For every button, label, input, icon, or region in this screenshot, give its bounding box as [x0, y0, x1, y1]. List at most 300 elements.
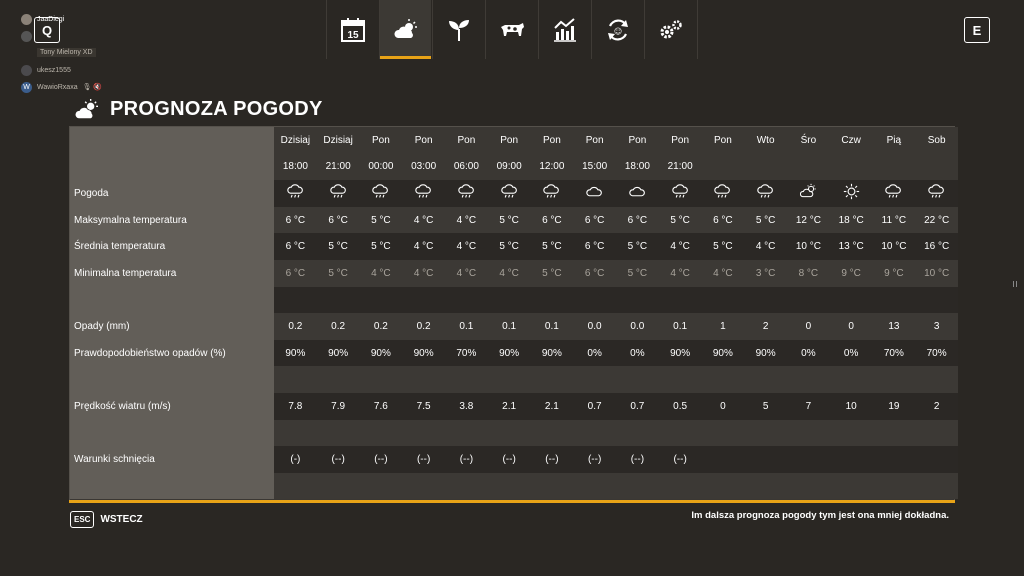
forecast-value-cell	[915, 446, 958, 473]
empty-cell	[787, 473, 830, 500]
forecast-value-cell: 90%	[402, 340, 445, 367]
forecast-value-cell: 5 °C	[616, 233, 659, 260]
empty-cell	[573, 420, 616, 447]
empty-cell	[659, 420, 702, 447]
forecast-value-cell: 7.9	[317, 393, 360, 420]
hour-header: 15:00	[573, 154, 616, 181]
empty-cell	[488, 420, 531, 447]
forecast-value-cell: 6 °C	[274, 233, 317, 260]
empty-cell	[659, 473, 702, 500]
esc-key-hint: ESC	[70, 511, 94, 528]
forecast-value-cell: 90%	[488, 340, 531, 367]
rain-icon	[445, 180, 488, 207]
player-name: WawioRxaxa	[37, 83, 78, 91]
day-header: Czw	[830, 127, 873, 154]
forecast-value-cell: 16 °C	[915, 233, 958, 260]
tab-weather[interactable]	[379, 0, 431, 59]
rain-icon	[274, 180, 317, 207]
rain-icon	[659, 180, 702, 207]
min-temp-row	[70, 260, 958, 287]
forecast-value-cell: 4 °C	[702, 260, 745, 287]
rain-icon	[744, 180, 787, 207]
forecast-value-cell: 90%	[274, 340, 317, 367]
empty-cell	[317, 366, 360, 393]
forecast-value-cell: 2.1	[488, 393, 531, 420]
forecast-value-cell: 5 °C	[317, 260, 360, 287]
forecast-value-cell: 7.8	[274, 393, 317, 420]
forecast-value-cell: 12 °C	[787, 207, 830, 234]
forecast-value-cell: 4 °C	[402, 207, 445, 234]
forecast-value-cell: (--)	[317, 446, 360, 473]
forecast-value-cell: 0.1	[531, 313, 574, 340]
forecast-value-cell: 90%	[744, 340, 787, 367]
day-header: Pon	[616, 127, 659, 154]
rain-icon	[757, 183, 774, 200]
player-entry	[21, 29, 37, 43]
empty-cell	[274, 287, 317, 314]
forecast-value-cell: 0.7	[616, 393, 659, 420]
empty-cell	[744, 473, 787, 500]
forecast-value-cell: 0.2	[402, 313, 445, 340]
empty-cell	[744, 420, 787, 447]
empty-cell	[830, 366, 873, 393]
day-header: Pon	[445, 127, 488, 154]
empty-cell	[830, 420, 873, 447]
empty-cell	[873, 366, 916, 393]
empty-cell	[445, 366, 488, 393]
forecast-value-cell: 5 °C	[531, 260, 574, 287]
rain-icon	[415, 183, 432, 200]
panel-accent-line	[69, 500, 955, 503]
forecast-value-cell: 5 °C	[744, 207, 787, 234]
empty-cell	[445, 473, 488, 500]
forecast-value-cell: 10 °C	[787, 233, 830, 260]
empty-cell	[616, 420, 659, 447]
hour-header: 12:00	[531, 154, 574, 181]
empty-cell	[402, 366, 445, 393]
sun-icon	[843, 183, 860, 200]
forecast-value-cell: 0%	[573, 340, 616, 367]
cloud-icon	[586, 183, 603, 200]
forecast-value-cell: 90%	[531, 340, 574, 367]
empty-cell	[317, 287, 360, 314]
forecast-value-cell: 6 °C	[573, 233, 616, 260]
forecast-value-cell: 90%	[317, 340, 360, 367]
player-entry	[21, 80, 102, 94]
forecast-table	[70, 127, 958, 499]
player-name: Tony Mielony XD	[37, 48, 96, 57]
forecast-value-cell: 6 °C	[702, 207, 745, 234]
sun-icon	[830, 180, 873, 207]
cloud-icon	[629, 183, 646, 200]
forecast-value-cell: 90%	[360, 340, 403, 367]
hour-header	[787, 154, 830, 181]
forecast-value-cell: 5 °C	[360, 207, 403, 234]
forecast-value-cell: 0.1	[659, 313, 702, 340]
weather-icon	[392, 16, 420, 44]
day-header: Pon	[573, 127, 616, 154]
forecast-value-cell: 6 °C	[616, 207, 659, 234]
forecast-value-cell: 10 °C	[873, 233, 916, 260]
prices-chart-icon	[551, 16, 579, 44]
empty-cell	[531, 420, 574, 447]
hour-header: 21:00	[317, 154, 360, 181]
empty-cell	[531, 287, 574, 314]
row-label	[70, 287, 274, 314]
forecast-value-cell: 4 °C	[402, 233, 445, 260]
hour-header	[830, 154, 873, 181]
rain-icon	[531, 180, 574, 207]
spacer-row	[70, 287, 958, 314]
row-label	[70, 154, 274, 181]
forecast-value-cell: 0.2	[360, 313, 403, 340]
forecast-value-cell: 0.0	[616, 313, 659, 340]
hour-header	[915, 154, 958, 181]
forecast-value-cell: 6 °C	[274, 260, 317, 287]
empty-cell	[402, 287, 445, 314]
forecast-value-cell: 70%	[915, 340, 958, 367]
rain-icon	[458, 183, 475, 200]
settings-gears-icon	[657, 16, 685, 44]
cloud-icon	[616, 180, 659, 207]
rain-icon	[330, 183, 347, 200]
player-name: ukesz1555	[37, 66, 71, 74]
forecast-value-cell: 0.1	[445, 313, 488, 340]
forecast-value-cell: 18 °C	[830, 207, 873, 234]
empty-cell	[445, 420, 488, 447]
empty-cell	[787, 366, 830, 393]
rain-icon	[714, 183, 731, 200]
empty-cell	[744, 366, 787, 393]
sprout-icon	[445, 16, 473, 44]
player-avatar	[21, 14, 32, 25]
hour-header: 18:00	[616, 154, 659, 181]
day-header: Dzisiaj	[317, 127, 360, 154]
forecast-value-cell: 11 °C	[873, 207, 916, 234]
player-voice-status: 🎙 🔇	[82, 84, 103, 91]
hour-header	[744, 154, 787, 181]
forecast-value-cell: 3	[915, 313, 958, 340]
rain-icon	[543, 183, 560, 200]
forecast-value-cell: 22 °C	[915, 207, 958, 234]
player-entry	[21, 12, 64, 26]
forecast-value-cell: 4 °C	[445, 207, 488, 234]
next-tab-key-e[interactable]: E	[964, 17, 990, 43]
forecast-value-cell: 5 °C	[360, 233, 403, 260]
forecast-value-cell	[702, 446, 745, 473]
row-label: Opady (mm)	[70, 313, 274, 340]
forecast-value-cell: 0	[787, 313, 830, 340]
day-header: Sob	[915, 127, 958, 154]
empty-cell	[573, 473, 616, 500]
rain-icon	[372, 183, 389, 200]
forecast-value-cell: 7	[787, 393, 830, 420]
empty-cell	[873, 420, 916, 447]
rain-icon	[287, 183, 304, 200]
empty-cell	[830, 473, 873, 500]
empty-cell	[360, 473, 403, 500]
row-label	[70, 127, 274, 154]
page-header	[74, 98, 323, 121]
forecast-value-cell: 0%	[830, 340, 873, 367]
forecast-value-cell: 6 °C	[317, 207, 360, 234]
rain-icon	[501, 183, 518, 200]
day-header: Dzisiaj	[274, 127, 317, 154]
forecast-value-cell: 70%	[873, 340, 916, 367]
forecast-value-cell: 0	[702, 393, 745, 420]
forecast-value-cell	[787, 446, 830, 473]
empty-cell	[702, 420, 745, 447]
tab-settings[interactable]	[644, 0, 698, 59]
rain-icon	[488, 180, 531, 207]
max-temp-row	[70, 207, 958, 234]
row-label	[70, 366, 274, 393]
forecast-value-cell: 9 °C	[873, 260, 916, 287]
rain-icon	[402, 180, 445, 207]
forecast-value-cell: 19	[873, 393, 916, 420]
forecast-value-cell: 4 °C	[360, 260, 403, 287]
day-header: Wto	[744, 127, 787, 154]
rain-icon	[702, 180, 745, 207]
weather-row	[70, 180, 958, 207]
empty-cell	[445, 287, 488, 314]
rain-icon	[915, 180, 958, 207]
empty-cell	[702, 287, 745, 314]
empty-cell	[702, 366, 745, 393]
forecast-value-cell: 3 °C	[744, 260, 787, 287]
prev-tab-key-q[interactable]: Q	[34, 17, 60, 43]
day-header: Pią	[873, 127, 916, 154]
row-label	[70, 473, 274, 500]
forecast-value-cell: 0.7	[573, 393, 616, 420]
cow-icon	[498, 16, 526, 44]
precip-probability-row	[70, 340, 958, 367]
forecast-value-cell: (--)	[573, 446, 616, 473]
forecast-value-cell: 5 °C	[702, 233, 745, 260]
forecast-value-cell: 7.6	[360, 393, 403, 420]
partly-cloudy-sun-icon	[800, 183, 817, 200]
forecast-value-cell: 4 °C	[402, 260, 445, 287]
rain-icon	[672, 183, 689, 200]
hour-header: 09:00	[488, 154, 531, 181]
row-label	[70, 420, 274, 447]
hour-header	[702, 154, 745, 181]
wind-speed-row	[70, 393, 958, 420]
forecast-accuracy-note: Im dalsza prognoza pogody tym jest ona mniej dokładna.	[691, 510, 949, 521]
row-label: Prawdopodobieństwo opadów (%)	[70, 340, 274, 367]
spacer-row	[70, 473, 958, 500]
empty-cell	[659, 366, 702, 393]
forecast-value-cell: 0%	[616, 340, 659, 367]
forecast-value-cell: 6 °C	[573, 207, 616, 234]
forecast-value-cell: 5 °C	[616, 260, 659, 287]
forecast-value-cell: 6 °C	[573, 260, 616, 287]
row-label: Pogoda	[70, 180, 274, 207]
forecast-value-cell: (--)	[531, 446, 574, 473]
back-button[interactable]	[70, 511, 143, 528]
forecast-value-cell: 6 °C	[531, 207, 574, 234]
drying-conditions-row	[70, 446, 958, 473]
player-avatar: W	[21, 82, 32, 93]
empty-cell	[531, 366, 574, 393]
empty-cell	[659, 287, 702, 314]
forecast-value-cell: 0.2	[317, 313, 360, 340]
empty-cell	[360, 287, 403, 314]
empty-cell	[616, 473, 659, 500]
empty-cell	[488, 473, 531, 500]
forecast-value-cell: 70%	[445, 340, 488, 367]
forecast-value-cell: 5 °C	[659, 207, 702, 234]
empty-cell	[317, 420, 360, 447]
rain-icon	[360, 180, 403, 207]
hour-header: 18:00	[274, 154, 317, 181]
forecast-value-cell: 0.2	[274, 313, 317, 340]
partly-cloudy-sun-icon	[787, 180, 830, 207]
rain-icon	[873, 180, 916, 207]
row-label: Maksymalna temperatura	[70, 207, 274, 234]
forecast-value-cell: 8 °C	[787, 260, 830, 287]
empty-cell	[873, 473, 916, 500]
hour-header: 03:00	[402, 154, 445, 181]
player-name: JaaDiegi	[37, 15, 65, 23]
forecast-value-cell: 90%	[659, 340, 702, 367]
empty-cell	[787, 287, 830, 314]
forecast-value-cell: 13 °C	[830, 233, 873, 260]
empty-cell	[573, 366, 616, 393]
back-label: WSTECZ	[100, 514, 143, 525]
forecast-value-cell: 3.8	[445, 393, 488, 420]
empty-cell	[274, 366, 317, 393]
empty-cell	[402, 420, 445, 447]
day-header: Pon	[531, 127, 574, 154]
empty-cell	[402, 473, 445, 500]
forecast-value-cell: 7.5	[402, 393, 445, 420]
empty-cell	[787, 420, 830, 447]
forecast-value-cell: 4 °C	[659, 260, 702, 287]
days-row	[70, 127, 958, 154]
forecast-value-cell	[830, 446, 873, 473]
empty-cell	[360, 420, 403, 447]
day-header: Pon	[659, 127, 702, 154]
spacer-row	[70, 366, 958, 393]
forecast-value-cell	[873, 446, 916, 473]
forecast-value-cell: 10 °C	[915, 260, 958, 287]
tab-calendar[interactable]	[326, 0, 378, 59]
forecast-value-cell: 0	[830, 313, 873, 340]
empty-cell	[488, 366, 531, 393]
forecast-value-cell: (--)	[659, 446, 702, 473]
empty-cell	[274, 473, 317, 500]
row-label: Średnia temperatura	[70, 233, 274, 260]
forecast-value-cell: 4 °C	[445, 260, 488, 287]
forecast-value-cell: 90%	[702, 340, 745, 367]
svg-text:☺: ☺	[613, 26, 622, 36]
empty-cell	[573, 287, 616, 314]
forecast-value-cell: (--)	[402, 446, 445, 473]
day-header: Pon	[702, 127, 745, 154]
tab-prices[interactable]	[538, 0, 590, 59]
forecast-value-cell: 10	[830, 393, 873, 420]
hour-header: 21:00	[659, 154, 702, 181]
forecast-value-cell: 2	[915, 393, 958, 420]
rain-icon	[885, 183, 902, 200]
empty-cell	[915, 287, 958, 314]
forecast-value-cell: 0.1	[488, 313, 531, 340]
forecast-value-cell: 4 °C	[744, 233, 787, 260]
empty-cell	[531, 473, 574, 500]
player-entry	[21, 45, 96, 59]
forecast-value-cell: 2	[744, 313, 787, 340]
cloud-icon	[573, 180, 616, 207]
empty-cell	[360, 366, 403, 393]
empty-cell	[488, 287, 531, 314]
forecast-value-cell: 5	[744, 393, 787, 420]
day-header: Pon	[402, 127, 445, 154]
hour-header: 06:00	[445, 154, 488, 181]
forecast-value-cell: 0.0	[573, 313, 616, 340]
top-navigation-bar	[0, 0, 1024, 59]
forecast-value-cell: 4 °C	[445, 233, 488, 260]
hour-header: 00:00	[360, 154, 403, 181]
empty-cell	[317, 473, 360, 500]
empty-cell	[873, 287, 916, 314]
empty-cell	[702, 473, 745, 500]
calendar-day-text: 15	[346, 29, 359, 41]
contracts-cycle-icon	[604, 16, 632, 44]
tab-contracts[interactable]	[591, 0, 643, 59]
forecast-value-cell: 5 °C	[488, 207, 531, 234]
empty-cell	[744, 287, 787, 314]
day-header: Śro	[787, 127, 830, 154]
player-avatar	[21, 31, 32, 42]
empty-cell	[616, 366, 659, 393]
forecast-value-cell: 5 °C	[531, 233, 574, 260]
forecast-value-cell: 9 °C	[830, 260, 873, 287]
row-label: Minimalna temperatura	[70, 260, 274, 287]
forecast-value-cell: (-)	[274, 446, 317, 473]
player-avatar	[21, 65, 32, 76]
forecast-value-cell: (--)	[488, 446, 531, 473]
spacer-row	[70, 420, 958, 447]
player-entry	[21, 63, 71, 77]
row-label: Prędkość wiatru (m/s)	[70, 393, 274, 420]
forecast-value-cell: 13	[873, 313, 916, 340]
forecast-value-cell: 2.1	[531, 393, 574, 420]
tab-animals[interactable]	[485, 0, 537, 59]
page-title: PROGNOZA POGODY	[110, 98, 323, 120]
hour-header	[873, 154, 916, 181]
empty-cell	[616, 287, 659, 314]
precipitation-row	[70, 313, 958, 340]
scroll-handle[interactable]	[1013, 281, 1017, 287]
weather-icon	[74, 99, 100, 121]
rain-icon	[317, 180, 360, 207]
day-header: Pon	[360, 127, 403, 154]
empty-cell	[274, 420, 317, 447]
calendar-icon	[339, 16, 367, 44]
forecast-value-cell: 0.5	[659, 393, 702, 420]
hours-row	[70, 154, 958, 181]
rain-icon	[928, 183, 945, 200]
forecast-value-cell: 4 °C	[488, 260, 531, 287]
forecast-value-cell	[744, 446, 787, 473]
player-avatar	[21, 47, 32, 58]
empty-cell	[915, 473, 958, 500]
tab-fields[interactable]	[432, 0, 484, 59]
forecast-value-cell: 1	[702, 313, 745, 340]
forecast-value-cell: 6 °C	[274, 207, 317, 234]
empty-cell	[915, 420, 958, 447]
